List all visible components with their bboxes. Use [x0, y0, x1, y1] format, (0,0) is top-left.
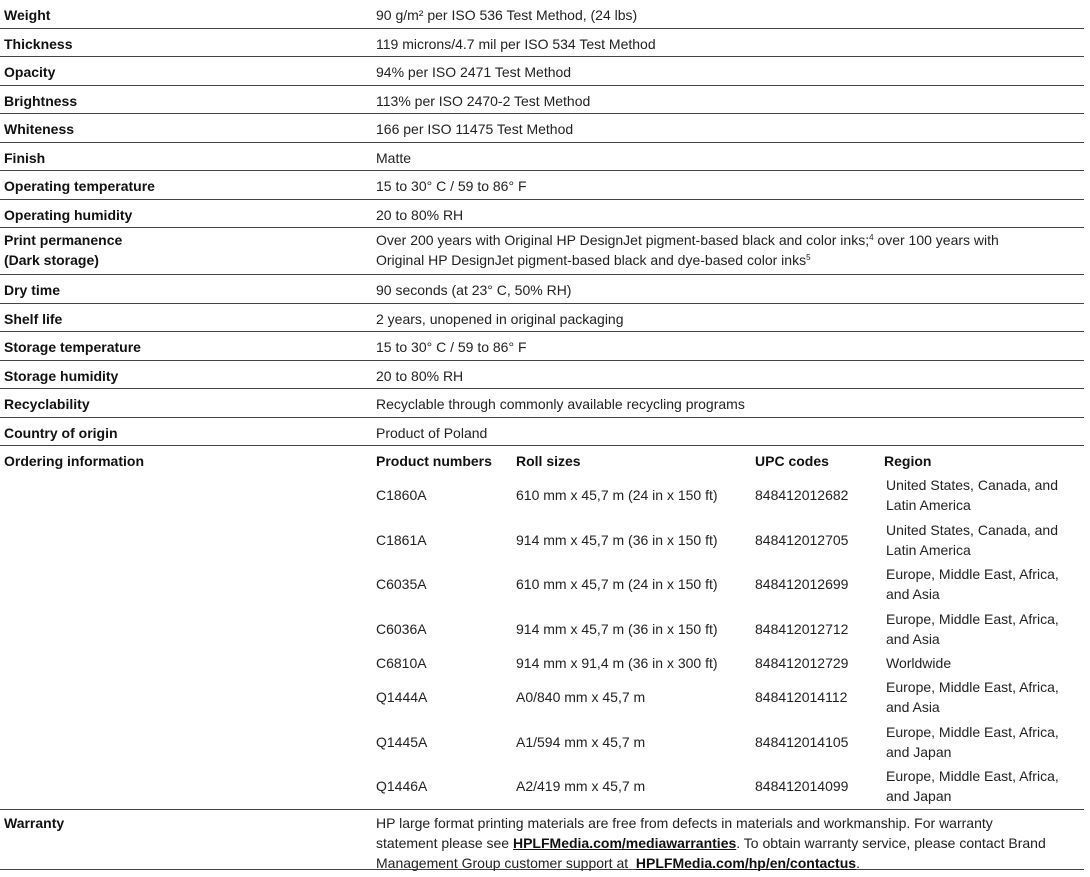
spec-row-storage-temperature — [0, 332, 1084, 361]
product-number-cell: C6810A — [376, 655, 427, 671]
upc-code-cell: 848412012729 — [755, 655, 849, 671]
upc-code-cell: 848412012705 — [755, 531, 849, 548]
spec-label: Storage humidity — [4, 367, 119, 384]
spec-row-recyclability — [0, 389, 1084, 418]
spec-row-opacity — [0, 57, 1084, 86]
upc-code-cell: 848412012682 — [755, 487, 849, 504]
region-line: Europe, Middle East, Africa, — [886, 768, 1059, 785]
spec-value: 20 to 80% RH — [376, 367, 464, 384]
product-number-cell: Q1445A — [376, 733, 428, 750]
product-number-cell: C6036A — [376, 620, 427, 637]
spec-label: Brightness — [4, 92, 78, 109]
region-cell — [884, 609, 1081, 649]
table-row — [376, 764, 1084, 809]
table-row — [376, 562, 1084, 607]
footnote-ref: 4 — [869, 233, 874, 242]
spec-row-storage-humidity — [0, 361, 1084, 390]
spec-value: 2 years, unopened in original packaging — [376, 310, 624, 327]
region-line: and Asia — [886, 699, 940, 716]
table-row — [376, 607, 1084, 652]
permanence-text: over 100 years with — [873, 232, 999, 248]
region-cell — [884, 520, 1081, 560]
spec-value: 15 to 30° C / 59 to 86° F — [376, 339, 527, 355]
column-header-region: Region — [884, 453, 932, 469]
column-header-upc-codes: UPC codes — [755, 453, 829, 469]
spec-label: Warranty — [4, 815, 65, 831]
spec-value-line — [376, 230, 1084, 250]
table-row — [376, 518, 1084, 563]
spec-row-weight — [0, 0, 1084, 29]
spec-label: Operating temperature — [4, 178, 155, 194]
spec-row-finish — [0, 143, 1084, 172]
spec-value: 94% per ISO 2471 Test Method — [376, 64, 572, 80]
region-line: Europe, Middle East, Africa, — [886, 610, 1059, 627]
table-row — [376, 473, 1084, 518]
spec-value: 119 microns/4.7 mil per ISO 534 Test Method — [376, 35, 656, 52]
warranty-line — [376, 853, 1084, 873]
warranty-text: . To obtain warranty service, please contact Brand — [736, 835, 1046, 851]
spec-row-warranty — [0, 810, 1084, 870]
region-line: United States, Canada, and — [886, 521, 1059, 538]
product-number-cell: C6035A — [376, 576, 427, 593]
region-cell — [884, 677, 1081, 717]
roll-size-cell: A1/594 mm x 45,7 m — [516, 733, 646, 750]
spec-label: Shelf life — [4, 310, 63, 327]
spec-value-line — [376, 250, 1084, 270]
spec-value: Recyclable through commonly available recycling programs — [376, 396, 745, 412]
permanence-text: Over 200 years with Original HP DesignJet pigment-based black and color inks; — [376, 232, 870, 248]
spec-label: Recyclability — [4, 396, 90, 412]
region-line: and Japan — [886, 788, 952, 805]
media-warranties-link[interactable]: HPLFMedia.com/mediawarranties — [512, 835, 737, 851]
spec-value: Product of Poland — [376, 424, 488, 441]
spec-value: 166 per ISO 11475 Test Method — [376, 121, 574, 137]
warranty-line: HP large format printing materials are free from defects in materials and workmanship. For warranty — [376, 815, 993, 831]
spec-label: Ordering information — [4, 453, 144, 469]
spec-value: 90 seconds (at 23° C, 50% RH) — [376, 282, 572, 298]
spec-value: 20 to 80% RH — [376, 206, 464, 223]
spec-label: Opacity — [4, 64, 56, 80]
roll-size-cell: 914 mm x 45,7 m (36 in x 150 ft) — [516, 620, 718, 637]
spec-row-whiteness — [0, 114, 1084, 143]
roll-size-cell: 914 mm x 91,4 m (36 in x 300 ft) — [516, 655, 718, 671]
region-cell — [884, 653, 1081, 673]
region-line: and Asia — [886, 630, 940, 647]
table-row — [376, 720, 1084, 765]
upc-code-cell: 848412014112 — [755, 689, 848, 706]
spec-row-operating-humidity — [0, 200, 1084, 229]
product-number-cell: Q1444A — [376, 689, 428, 706]
spec-value: 113% per ISO 2470-2 Test Method — [376, 92, 591, 109]
spec-value — [364, 228, 1084, 274]
footnote-ref: 5 — [806, 253, 811, 262]
roll-size-cell: 610 mm x 45,7 m (24 in x 150 ft) — [516, 576, 718, 593]
upc-code-cell: 848412012699 — [755, 576, 849, 593]
spec-label: Weight — [4, 7, 51, 23]
spec-label: Storage temperature — [4, 339, 141, 355]
region-cell — [884, 722, 1081, 762]
region-line: Europe, Middle East, Africa, — [886, 723, 1059, 740]
spec-label-line: Print permanence — [4, 232, 123, 248]
ordering-header-row — [376, 446, 1084, 473]
roll-size-cell: A2/419 mm x 45,7 m — [516, 778, 646, 795]
product-number-cell: Q1446A — [376, 778, 428, 795]
region-line: Europe, Middle East, Africa, — [886, 566, 1059, 583]
product-number-cell: C1860A — [376, 487, 427, 504]
spec-row-print-permanence — [0, 228, 1084, 275]
spec-label: Operating humidity — [4, 206, 133, 223]
region-cell — [884, 475, 1081, 515]
region-line: Latin America — [886, 497, 971, 514]
ordering-table — [364, 446, 1084, 809]
column-header-product-numbers: Product numbers — [376, 453, 492, 469]
spec-label: Thickness — [4, 35, 73, 52]
spec-row-thickness — [0, 29, 1084, 58]
upc-code-cell: 848412014105 — [755, 733, 849, 750]
spec-label: Finish — [4, 149, 46, 166]
warranty-text: Management Group customer support at — [376, 855, 636, 871]
spec-row-operating-temperature — [0, 171, 1084, 200]
column-header-roll-sizes: Roll sizes — [516, 453, 581, 469]
spec-label — [0, 228, 364, 274]
table-row — [376, 651, 1084, 675]
product-number-cell: C1861A — [376, 531, 427, 548]
contact-us-link[interactable]: HPLFMedia.com/hp/en/contactus — [635, 855, 857, 871]
region-line: United States, Canada, and — [886, 477, 1059, 494]
spec-value — [364, 810, 1084, 869]
warranty-text: statement please see — [376, 835, 513, 851]
upc-code-cell: 848412012712 — [755, 620, 849, 637]
region-cell — [884, 766, 1081, 806]
region-cell — [884, 564, 1081, 604]
region-line: and Japan — [886, 743, 952, 760]
spec-row-country-of-origin — [0, 418, 1084, 447]
spec-label: Dry time — [4, 282, 61, 298]
spec-row-brightness — [0, 86, 1084, 115]
spec-label: Whiteness — [4, 121, 75, 137]
region-line: Latin America — [886, 541, 971, 558]
spec-row-shelf-life — [0, 304, 1084, 333]
spec-value: 15 to 30° C / 59 to 86° F — [376, 178, 527, 194]
region-line: Europe, Middle East, Africa, — [886, 679, 1059, 696]
roll-size-cell: A0/840 mm x 45,7 m — [516, 689, 646, 706]
spec-label: Country of origin — [4, 424, 118, 441]
roll-size-cell: 914 mm x 45,7 m (36 in x 150 ft) — [516, 531, 718, 548]
spec-row-ordering-information — [0, 446, 1084, 810]
spec-row-dry-time — [0, 275, 1084, 304]
spec-value: 90 g/m² per ISO 536 Test Method, (24 lbs) — [376, 7, 638, 23]
region-line: Worldwide — [886, 655, 952, 671]
warranty-line — [376, 833, 1084, 853]
upc-code-cell: 848412014099 — [755, 778, 849, 795]
spec-value: Matte — [376, 149, 412, 166]
warranty-text: . — [856, 855, 860, 871]
permanence-text: Original HP DesignJet pigment-based black and dye-based color inks — [376, 252, 807, 268]
roll-size-cell: 610 mm x 45,7 m (24 in x 150 ft) — [516, 487, 718, 504]
table-row — [376, 675, 1084, 720]
region-line: and Asia — [886, 586, 940, 603]
spec-label-line: (Dark storage) — [4, 252, 99, 268]
